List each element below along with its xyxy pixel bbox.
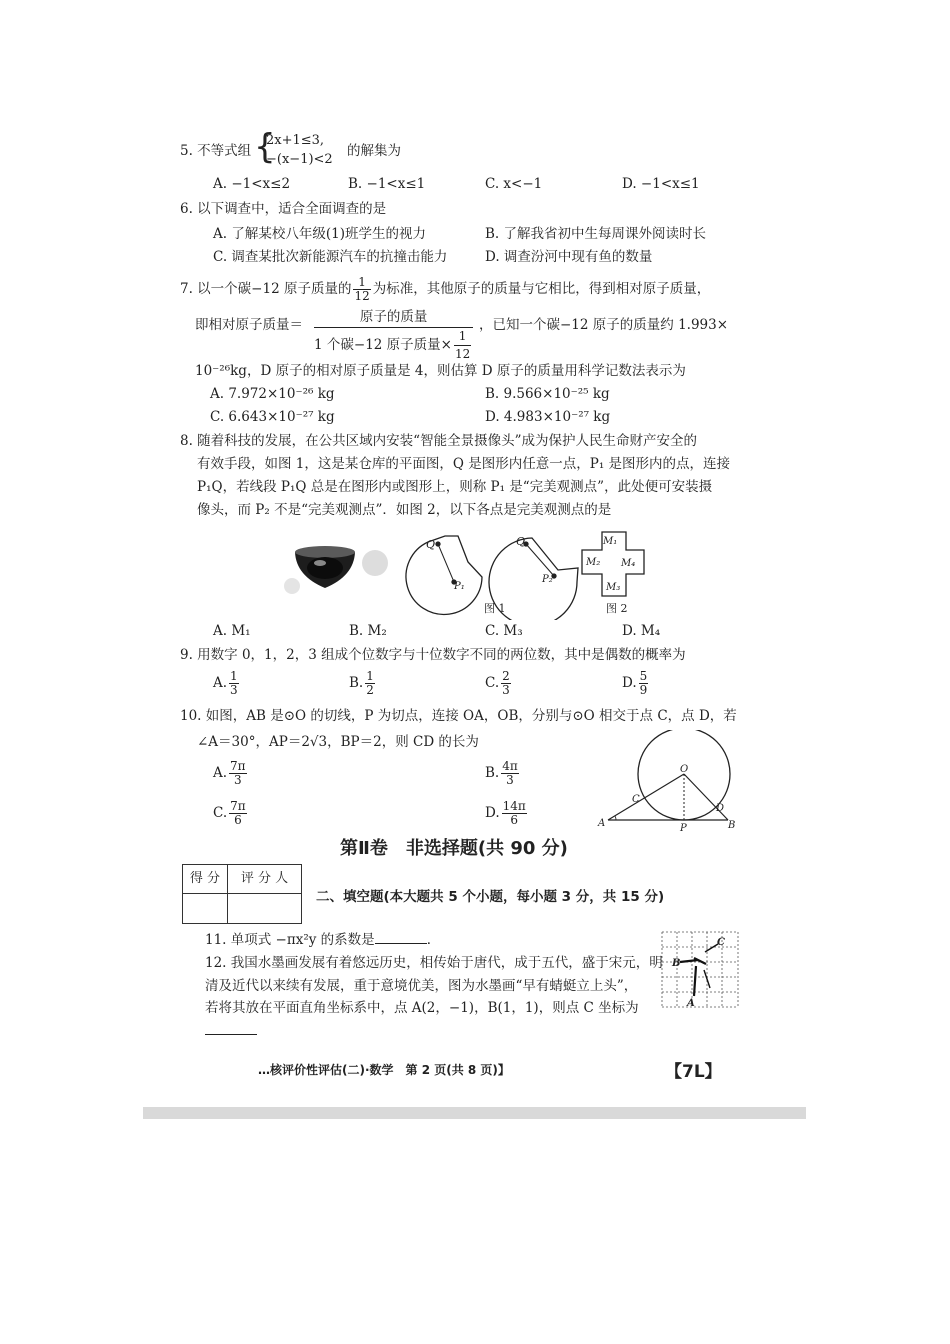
q9-a-frac — [229, 670, 239, 697]
q10-d-num: 14π — [502, 799, 526, 813]
q10-c-num: 7π — [230, 799, 246, 813]
q10-a-den: 3 — [233, 773, 242, 787]
q8-line3: P₁Q，若线段 P₁Q 总是在图形内或图形上，则称 P₁ 是“完美观测点”，此处便可安装摄 — [197, 479, 713, 495]
fig1-point-q2: Q — [516, 535, 526, 548]
q7-big-den — [314, 328, 473, 361]
fig1-label: 图 1 — [484, 602, 506, 615]
q6-option-b: B. 了解我省初中生每周课外阅读时长 — [485, 226, 707, 242]
q9-d-num: 5 — [639, 669, 648, 683]
q10-point-p: P — [680, 823, 687, 832]
q10-a-frac — [229, 760, 247, 787]
q10-option-d — [485, 800, 529, 827]
q9-d-den: 9 — [639, 683, 648, 697]
q7-fraction — [353, 276, 370, 303]
q12-point-a: A — [687, 998, 695, 1009]
score-table — [182, 864, 302, 924]
q11-text — [205, 931, 440, 949]
part2-heading: 二、填空题(本大题共 5 个小题，每小题 3 分，共 15 分) — [316, 889, 665, 905]
q12-line2: 清及近代以来续有发展，重于意境优美，图为水墨画“早有蜻蜓立上头”， — [205, 978, 638, 994]
q12-grid-figure — [660, 930, 740, 1010]
q6-option-a: A. 了解某校八年级(1)班学生的视力 — [213, 226, 426, 242]
q7-option-d: D. 4.983×10⁻²⁷ kg — [485, 409, 611, 425]
fig1-shape-a — [406, 536, 482, 614]
q10-point-b: B — [728, 820, 736, 831]
q8-option-b: B. M₂ — [349, 623, 387, 639]
q6-option-d: D. 调查汾河中现有鱼的数量 — [485, 249, 653, 265]
q7-frac-num: 1 — [353, 276, 370, 290]
q9-d-frac — [639, 670, 649, 697]
page-footer: …核评价性评估(二)·数学 第 2 页(共 8 页)】 — [258, 1063, 510, 1077]
q9-option-a — [213, 670, 241, 697]
q5-prefix: 5. 不等式组 — [180, 143, 252, 159]
q12-line3: 若将其放在平面直角坐标系中，点 A(2，−1)，B(1，1)，则点 C 坐标为 — [205, 1000, 639, 1016]
q7-line1 — [180, 276, 710, 303]
q7-big-den-frac — [454, 330, 471, 361]
q10-c-frac — [229, 800, 247, 827]
q9-option-c — [485, 670, 513, 697]
fig2-point-m4: M₄ — [621, 558, 636, 569]
q10-line1: 10. 如图，AB 是⊙O 的切线，P 为切点，连接 OA，OB，分别与⊙O 相交于点 C，点 D，若 — [180, 708, 737, 724]
q9-b-num: 1 — [366, 669, 374, 683]
q5-option-c: C. x<−1 — [485, 176, 543, 192]
q10-point-a: A — [598, 818, 606, 829]
q10-c-label: C. — [213, 805, 228, 821]
q10-point-c: C — [632, 794, 640, 805]
q11-end: ． — [426, 932, 441, 948]
page-divider — [143, 1107, 806, 1119]
q10-b-frac — [501, 760, 519, 787]
q9-c-frac — [501, 670, 511, 697]
fig2-point-m3: M₃ — [606, 582, 621, 593]
q7-option-b: B. 9.566×10⁻²⁵ kg — [485, 386, 610, 402]
fig2-point-m2: M₂ — [586, 557, 601, 568]
q9-a-num: 1 — [230, 669, 238, 683]
q7-line1-b: 为标准，其他原子的质量与它相比，得到相对原子质量， — [372, 281, 711, 297]
q7-line1-a: 7. 以一个碳−12 原子质量的 — [180, 281, 352, 297]
q9-b-den: 2 — [366, 683, 374, 697]
camera-image — [284, 546, 388, 594]
q12-line1: 12. 我国水墨画发展有着悠远历史，相传始于唐代，成于五代，盛于宋元，明 — [205, 955, 663, 971]
q9-c-den: 3 — [502, 683, 510, 697]
fig2-point-m1: M₁ — [603, 536, 618, 547]
q9-b-label: B. — [349, 675, 364, 691]
section-title: 第Ⅱ卷 非选择题(共 90 分) — [340, 838, 568, 859]
q10-b-num: 4π — [502, 759, 518, 773]
q12-point-c: C — [717, 937, 725, 948]
q7-big-den-text: 1 个碳−12 原子质量× — [314, 337, 452, 353]
q7-big-num: 原子的质量 — [314, 305, 473, 328]
q10-line2: ∠A＝30°，AP＝2√3，BP＝2，则 CD 的长为 — [197, 734, 479, 750]
q5-brace: { — [254, 127, 276, 167]
q10-d-frac — [502, 800, 527, 827]
q9-c-num: 2 — [502, 669, 510, 683]
q5-option-b: B. −1<x≤1 — [348, 176, 426, 192]
q8-option-d: D. M₄ — [622, 623, 661, 639]
q7-bigden-den: 12 — [454, 347, 471, 361]
q8-line2: 有效手段，如图 1，这是某仓库的平面图，Q 是图形内任意一点，P₁ 是图形内的点，连接 — [197, 456, 731, 472]
q10-point-o: O — [680, 764, 689, 775]
fig1-point-p1: P₁ — [454, 581, 465, 592]
q7-frac-den: 12 — [354, 289, 370, 303]
q8-option-c: C. M₃ — [485, 623, 523, 639]
q10-b-label: B. — [485, 765, 500, 781]
q10-a-num: 7π — [230, 759, 246, 773]
q10-a-label: A. — [213, 765, 228, 781]
q7-big-fraction — [314, 305, 473, 361]
q9-c-label: C. — [485, 675, 500, 691]
q8-line1: 8. 随着科技的发展，在公共区域内安装“智能全景摄像头”成为保护人民生命财产安全的 — [180, 433, 697, 449]
fig2-cross-shape — [582, 532, 644, 596]
q7-line2-a: 即相对原子质量＝ — [195, 317, 303, 333]
q10-c-den: 6 — [234, 813, 242, 827]
q9-stem: 9. 用数字 0，1，2，3 组成个位数字与十位数字不同的两位数，其中是偶数的概率为 — [180, 647, 686, 663]
q5-suffix: 的解集为 — [347, 143, 401, 159]
q8-line4: 像头，而 P₂ 不是“完美观测点”．如图 2，以下各点是完美观测点的是 — [197, 502, 612, 518]
q10-d-den: 6 — [510, 813, 519, 827]
fig1-point-q: Q — [426, 538, 436, 551]
q12-answer-line — [205, 1022, 257, 1040]
q11-stem: 11. 单项式 −πx²y 的系数是 — [205, 932, 375, 948]
q10-point-d: D — [716, 803, 725, 814]
q12-answer-blank[interactable] — [205, 1022, 257, 1035]
q10-b-den: 3 — [506, 773, 514, 787]
q11-answer-blank[interactable] — [375, 931, 427, 944]
score-cell — [183, 894, 228, 923]
q10-d-label: D. — [485, 805, 500, 821]
q6-option-c: C. 调查某批次新能源汽车的抗撞击能力 — [213, 249, 448, 265]
q9-a-label: A. — [213, 675, 228, 691]
q9-b-frac — [365, 670, 375, 697]
q5-option-a: A. −1<x≤2 — [213, 176, 291, 192]
q7-line3: 10⁻²⁶kg，D 原子的相对原子质量是 4，则估算 D 原子的质量用科学记数法表示为 — [195, 363, 686, 379]
q10-option-b — [485, 760, 521, 787]
q12-point-b: B — [672, 958, 681, 969]
q8-option-a: A. M₁ — [213, 623, 251, 639]
q9-d-label: D. — [622, 675, 637, 691]
q7-line2-b: ，已知一个碳−12 原子的质量约 1.993× — [479, 317, 729, 333]
q7-bigden-num: 1 — [454, 330, 471, 346]
q10-option-a — [213, 760, 249, 787]
score-header: 得 分 — [183, 865, 228, 894]
q6-stem: 6. 以下调查中，适合全面调查的是 — [180, 201, 387, 217]
fig1-point-p2: P₂ — [542, 574, 553, 585]
q5-ineq1: 2x+1≤3, — [266, 133, 325, 148]
exam-code: 【7L】 — [665, 1062, 722, 1082]
q7-option-a: A. 7.972×10⁻²⁶ kg — [210, 386, 335, 402]
q5-ineq2: −(x−1)<2 — [266, 152, 333, 167]
q9-option-b — [349, 670, 377, 697]
fig2-label: 图 2 — [606, 602, 628, 615]
q5-option-d: D. −1<x≤1 — [622, 176, 700, 192]
q7-option-c: C. 6.643×10⁻²⁷ kg — [210, 409, 335, 425]
q10-option-c — [213, 800, 249, 827]
q9-a-den: 3 — [230, 683, 238, 697]
q9-option-d — [622, 670, 650, 697]
q10-circle-figure — [594, 730, 744, 832]
grader-header: 评 分 人 — [228, 865, 301, 894]
